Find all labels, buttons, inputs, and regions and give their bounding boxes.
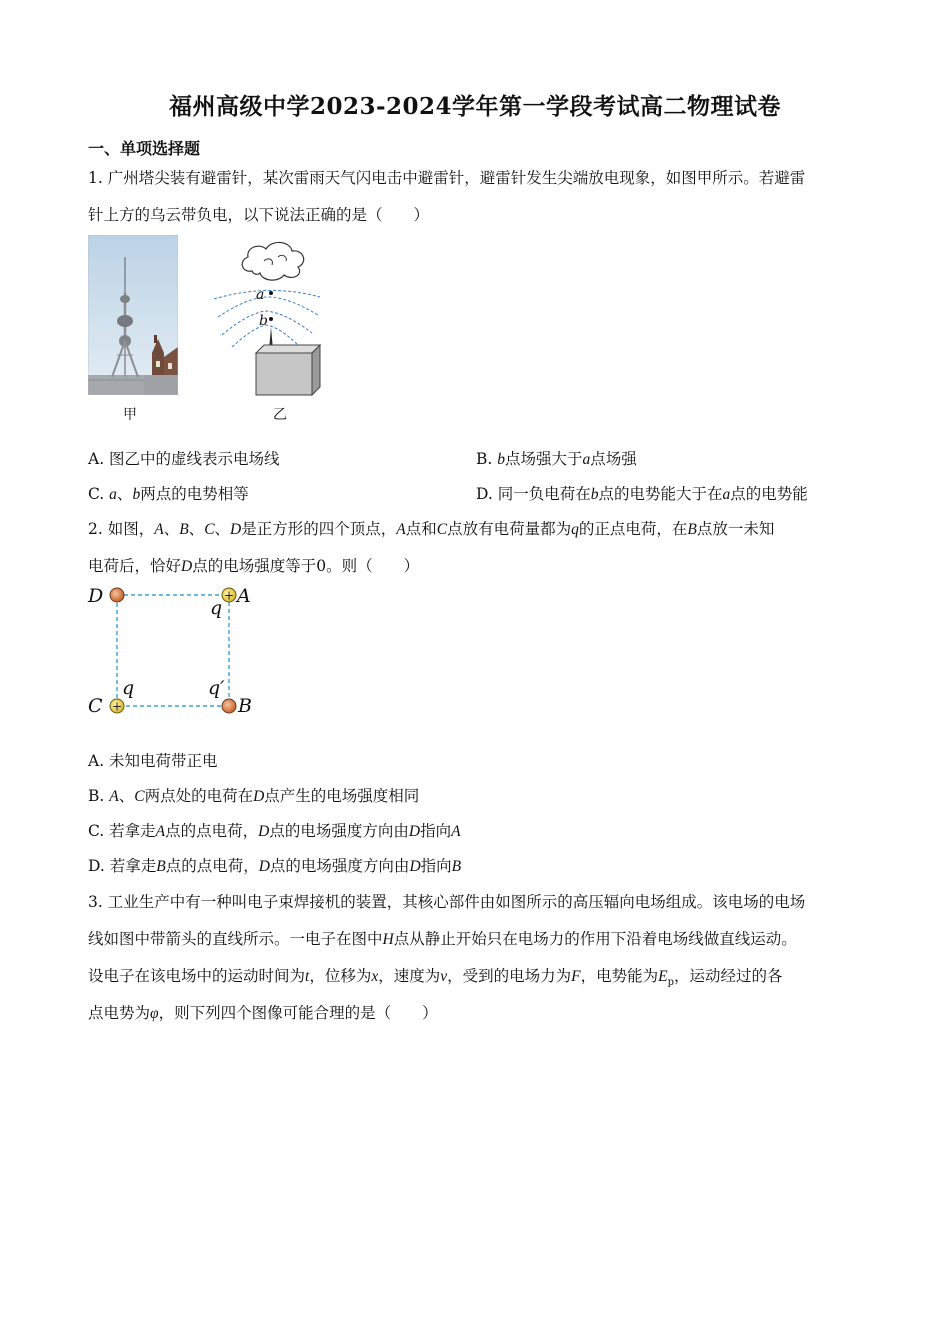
point-a-dot — [269, 291, 273, 295]
svg-text:+: + — [223, 588, 235, 603]
vertex-label-d: D — [88, 585, 104, 607]
q2-option-d[interactable]: D. 若拿走B点的点电荷，D点的电场强度方向由D指向B — [88, 857, 462, 875]
charge-label-qb: q′ — [208, 677, 225, 699]
q3-stem-line1: 3. 工业生产中有一种叫电子束焊接机的装置，其核心部件由如图所示的高压辐向电场组成。该电场的电场 — [88, 893, 806, 911]
q2-option-b[interactable]: B. A、C两点处的电荷在D点产生的电场强度相同 — [88, 787, 420, 805]
q3-stem-line4: 点电势为φ，则下列四个图像可能合理的是（ ） — [88, 1004, 438, 1022]
charge-d — [110, 588, 124, 602]
label-a: a — [256, 287, 265, 303]
charge-b — [222, 699, 236, 713]
section-title: 一、单项选择题 — [88, 139, 201, 158]
q1-option-c[interactable]: C. a、b两点的电势相等 — [88, 485, 249, 503]
q2-stem-line1: 2. 如图，A、B、C、D是正方形的四个顶点，A点和C点放有电荷量都为q的正点电荷，在B点放一未知 — [88, 520, 775, 538]
figure-yi-caption: 乙 — [273, 407, 287, 423]
building-box — [256, 353, 312, 395]
vertex-label-b: B — [238, 695, 252, 717]
svg-text:+: + — [111, 699, 123, 714]
charge-label-qc: q — [122, 677, 135, 699]
page-title: 福州高级中学2023-2024学年第一学段考试高二物理试卷 — [168, 93, 782, 120]
q3-stem-line2: 线如图中带箭头的直线所示。一电子在图中H点从静止开始只在电场力的作用下沿着电场线做直线运动。 — [88, 930, 797, 948]
point-b-dot — [269, 317, 273, 321]
q3-stem-line3: 设电子在该电场中的运动时间为t，位移为x，速度为v，受到的电场力为F，电势能为$E_p$，运动经过的各 — [88, 967, 783, 989]
q1-stem-line1: 1. 广州塔尖装有避雷针，某次雷雨天气闪电击中避雷针，避雷针发生尖端放电现象，如图甲所示。若避雷 — [88, 169, 806, 187]
label-b: b — [259, 313, 268, 329]
figure-yi-diagram — [208, 235, 328, 400]
q2-stem-line2: 电荷后，恰好D点的电场强度等于0。则（ ） — [88, 557, 420, 575]
q2-option-a[interactable]: A. 未知电荷带正电 — [88, 752, 218, 770]
charge-label-qa: q — [210, 597, 223, 619]
figure-jia-caption: 甲 — [123, 407, 137, 423]
figure-jia-tower-photo — [88, 235, 178, 395]
q1-option-b[interactable]: B. b点场强大于a点场强 — [476, 450, 637, 468]
q1-stem-line2: 针上方的乌云带负电，以下说法正确的是（ ） — [88, 206, 430, 224]
q2-option-c[interactable]: C. 若拿走A点的点电荷，D点的电场强度方向由D指向A — [88, 822, 461, 840]
q1-option-a[interactable]: A. 图乙中的虚线表示电场线 — [88, 450, 280, 468]
vertex-label-c: C — [88, 695, 103, 717]
q1-option-d[interactable]: D. 同一负电荷在b点的电势能大于在a点的电势能 — [476, 485, 808, 503]
vertex-label-a: A — [237, 585, 251, 607]
cloud-shape — [242, 242, 303, 280]
